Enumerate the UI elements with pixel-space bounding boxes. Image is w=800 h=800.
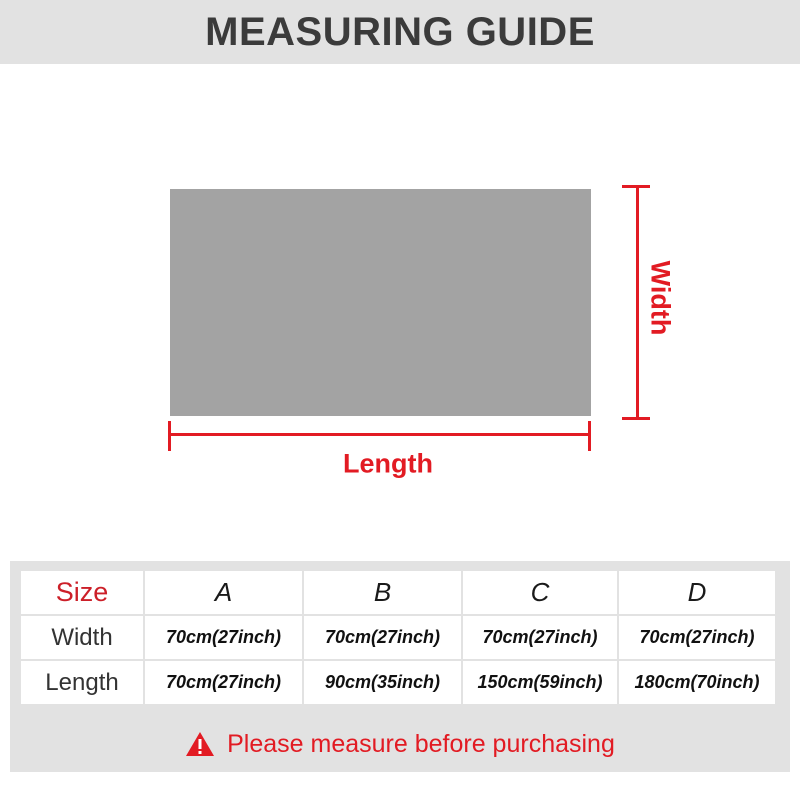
table-header-a: A [145,571,302,614]
warning-icon [185,731,215,757]
row-label-width: Width [21,616,143,659]
table-cell: 90cm(35inch) [304,661,461,704]
length-dimension-cap-left [168,421,171,451]
header-bar [0,0,800,64]
row-label-length: Length [21,661,143,704]
purchase-notice [0,724,800,764]
width-dimension-cap-bottom [622,417,650,420]
page-title: MEASURING GUIDE [205,9,595,54]
length-dimension-cap-right [588,421,591,451]
table-cell: 150cm(59inch) [463,661,617,704]
table-cell: 70cm(27inch) [145,661,302,704]
table-cell: 180cm(70inch) [619,661,775,704]
table-cell: 70cm(27inch) [463,616,617,659]
table-cell: 70cm(27inch) [145,616,302,659]
size-table [21,571,771,704]
table-header-c: C [463,571,617,614]
table-cell: 70cm(27inch) [304,616,461,659]
table-header-d: D [619,571,775,614]
table-header-size: Size [21,571,143,614]
length-label: Length [343,448,433,479]
table-header-b: B [304,571,461,614]
item-rectangle [170,189,591,416]
length-dimension-line [169,433,591,436]
width-dimension-line [636,186,639,420]
table-cell: 70cm(27inch) [619,616,775,659]
notice-text: Please measure before purchasing [227,729,615,758]
width-label: Width [645,260,676,336]
